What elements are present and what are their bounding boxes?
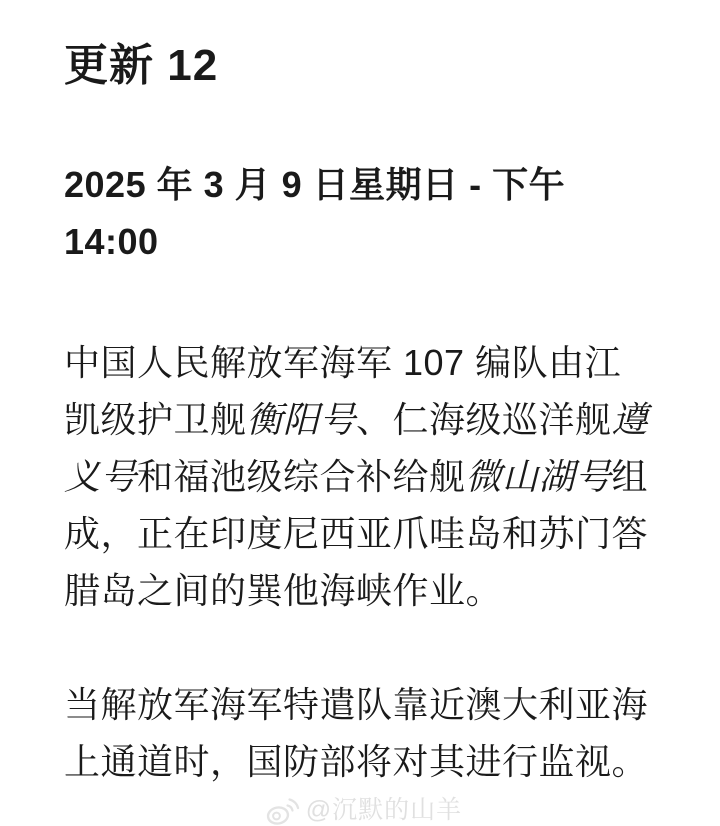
text-segment: 、仁海级巡洋舰 <box>356 399 612 440</box>
text-segment: 和福池级综合补给舰 <box>137 456 466 497</box>
text-segment: 当解放军海军特遣队靠近澳大利亚海 <box>64 684 649 725</box>
paragraph-line <box>64 733 664 790</box>
weibo-icon <box>266 794 300 826</box>
watermark <box>64 794 664 826</box>
paragraph-defence-monitoring <box>64 676 664 790</box>
paragraph-line <box>64 505 664 562</box>
watermark-handle: @沉默的山羊 <box>305 796 463 824</box>
paragraph-line <box>64 334 664 391</box>
page-title: 更新 12 <box>64 41 219 90</box>
ship-name-zunyi-part: 义号 <box>64 456 138 497</box>
text-segment: 腊岛之间的巽他海峡作业。 <box>64 570 503 611</box>
paragraph-fleet-composition <box>64 334 664 619</box>
text-segment: 成，正在印度尼西亚爪哇岛和苏门答 <box>64 513 649 554</box>
text-segment: 中国人民解放军海军 107 编队由江 <box>64 342 622 383</box>
paragraph-line <box>64 676 664 733</box>
text-segment: 组 <box>611 456 649 497</box>
ship-name-hengyang: 衡阳号 <box>246 399 357 440</box>
ship-name-weishanhu: 微山湖号 <box>465 456 612 497</box>
ship-name-zunyi-part: 遵 <box>611 399 649 440</box>
date-heading <box>64 156 664 270</box>
paragraph-line <box>64 448 664 505</box>
text-segment: 凯级护卫舰 <box>64 399 247 440</box>
paragraph-line <box>64 562 664 619</box>
paragraph-line <box>64 391 664 448</box>
date-line: 14:00 <box>64 221 159 262</box>
date-line: 2025 年 3 月 9 日星期日 - 下午 <box>64 164 566 205</box>
text-segment: 上通道时，国防部将对其进行监视。 <box>64 741 649 782</box>
